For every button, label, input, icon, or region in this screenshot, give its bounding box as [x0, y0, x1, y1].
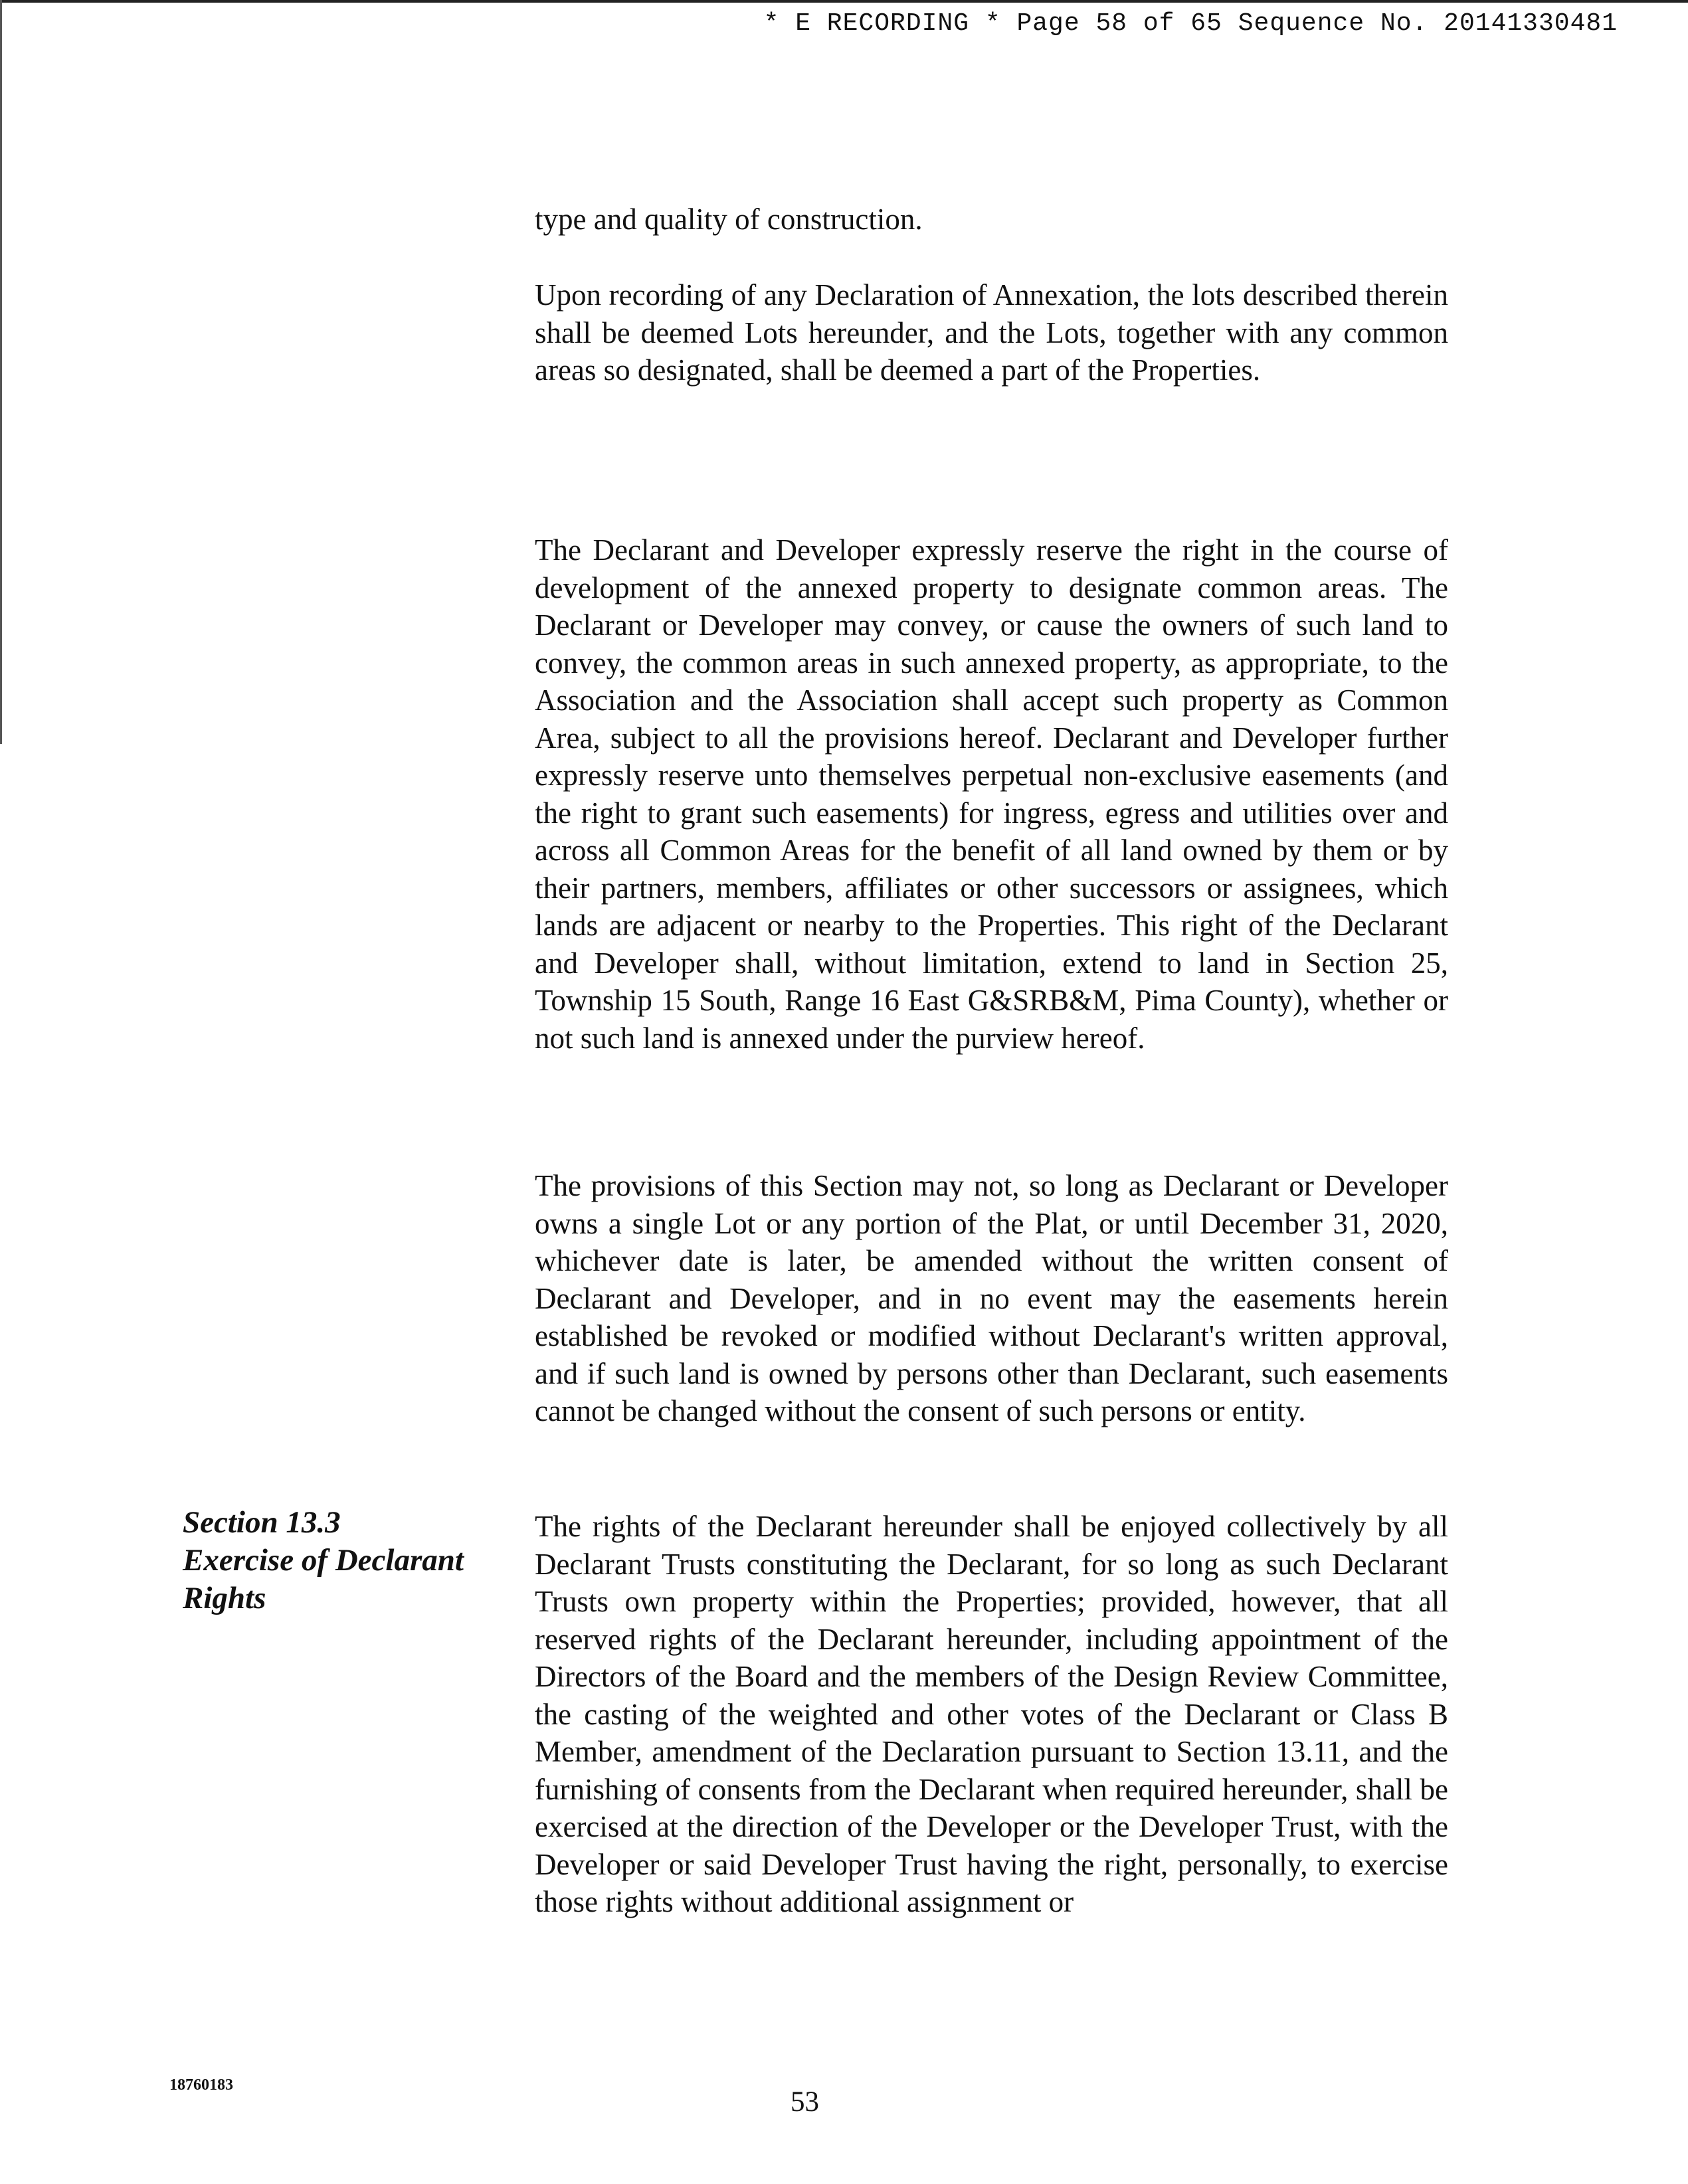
recording-header: * E RECORDING * Page 58 of 65 Sequence No. 20141330481	[763, 9, 1618, 38]
section-title-line1: Exercise of Declarant	[183, 1543, 464, 1578]
top-border	[0, 0, 1688, 3]
section-13-3-heading	[183, 1504, 495, 1617]
section-number: Section 13.3	[183, 1505, 341, 1540]
paragraph-construction-type: type and quality of construction.	[535, 203, 923, 236]
paragraph-reserved-rights: The Declarant and Developer expressly reserve the right in the course of development of the annexed property to designate common areas. The Declarant or Developer may convey, or cause the owners of such land to convey, the common areas in such annexed property, as appropriate, to the Association and the Association shall accept such property as Common Area, subject to all the provisions hereof. Declarant and Developer further expressly reserve unto themselves perpetual non-exclusive easements (and the right to grant such easements) for ingress, egress and utilities over and across all Common Areas for the benefit of all land owned by them or by their partners, members, affiliates or other successors or assignees, which lands are adjacent or nearby to the Properties. This right of the Declarant and Developer shall, without limitation, extend to land in Section 25, Township 15 South, Range 16 East G&SRB&M, Pima County), whether or not such land is annexed under the purview hereof.	[535, 533, 1448, 1055]
paragraph-annexation-recording: Upon recording of any Declaration of Annexation, the lots described therein shall be deemed Lots hereunder, and the Lots, together with any common areas so designated, shall be deemed a part of the Properties.	[535, 278, 1448, 387]
document-id: 18760183	[169, 2076, 233, 2094]
page-number: 53	[791, 2086, 819, 2118]
paragraph-amendment-provisions: The provisions of this Section may not, so long as Declarant or Developer owns a single Lot or any portion of the Plat, or until December 31, 2020, whichever date is later, be amended without the written consent of Declarant and Developer, and in no event may the easements herein established be revoked or modified without Declarant's written approval, and if such land is owned by persons other than Declarant, such easements cannot be changed without the consent of such persons or entity.	[535, 1169, 1448, 1427]
left-border	[0, 0, 2, 744]
section-title-line2: Rights	[183, 1581, 266, 1615]
paragraph-declarant-rights: The rights of the Declarant hereunder shall be enjoyed collectively by all Declarant Trusts constituting the Declarant, for so long as such Declarant Trusts own property within the Properties; provided, however, that all reserved rights of the Declarant hereunder, including appointment of the Directors of the Board and the members of the Design Review Committee, the casting of the weighted and other votes of the Declarant or Class B Member, amendment of the Declaration pursuant to Section 13.11, and the furnishing of consents from the Declarant when required hereunder, shall be exercised at the direction of the Developer or the Developer Trust, with the Developer or said Developer Trust having the right, personally, to exercise those rights without additional assignment or	[535, 1510, 1448, 1918]
